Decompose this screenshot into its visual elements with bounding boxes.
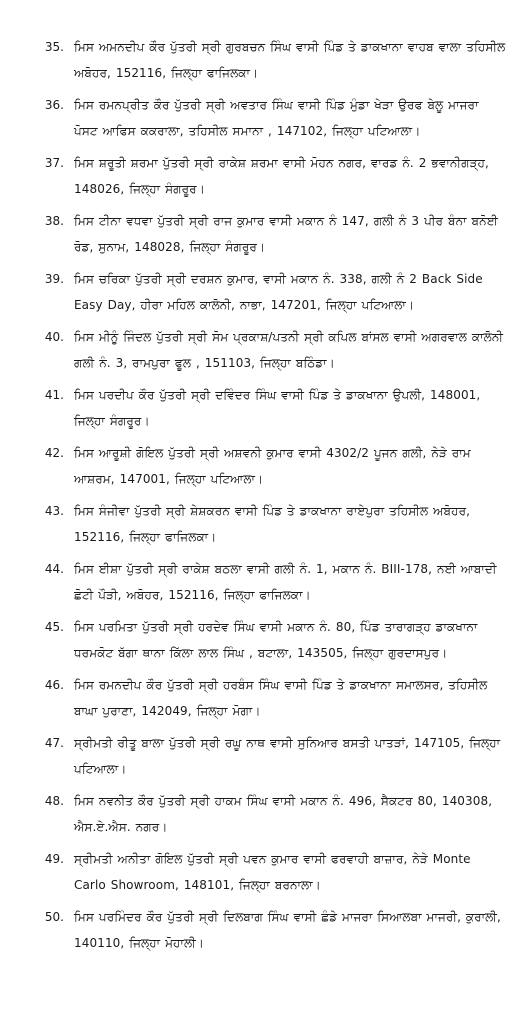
entry-number: 47. xyxy=(44,736,64,750)
entry-number: 48. xyxy=(44,794,64,808)
entry-number: 41. xyxy=(44,388,64,402)
entry-text: ਮਿਸ ਸੰਜੀਵਾ ਪੁੱਤਰੀ ਸ੍ਰੀ ਸ਼ੇਸ਼ਕਰਨ ਵਾਸੀ ਪਿੰਡ ਤੇ ਡਾਕਖਾਨਾ ਰਾਏਪੁਰਾ ਤਹਿਸੀਲ ਅਬੋਹਰ, 152116, ਜਿਲ੍ਹਾ ਫਾਜਿਲਕਾ। xyxy=(74,504,471,544)
entry-number: 43. xyxy=(44,504,64,518)
entry-text: ਮਿਸ ਆਰੂਸ਼ੀ ਗੋਇਲ ਪੁੱਤਰੀ ਸ੍ਰੀ ਅਸ਼ਵਨੀ ਕੁਮਾਰ ਵਾਸੀ 4302/2 ਪੂਜਨ ਗਲੀ, ਨੇੜੇ ਰਾਮ ਆਸ਼ਰਮ, 147001, ਜਿਲ੍ਹਾ ਪਟਿਆਲਾ। xyxy=(74,446,471,486)
entry-text: ਮਿਸ ਰਮਨਦੀਪ ਕੌਰ ਪੁੱਤਰੀ ਸ੍ਰੀ ਹਰਬੰਸ ਸਿੰਘ ਵਾਸੀ ਪਿੰਡ ਤੇ ਡਾਕਖਾਨਾ ਸਮਾਲਸਰ, ਤਹਿਸੀਲ ਬਾਘਾ ਪੁਰਾਣਾ, 142049, ਜਿਲ੍ਹਾ ਮੋਗਾ। xyxy=(74,678,488,718)
list-item xyxy=(0,672,506,724)
entry-text: ਮਿਸ ਮੀਨੂੰ ਜਿੰਦਲ ਪੁੱਤਰੀ ਸ੍ਰੀ ਸੋਮ ਪ੍ਰਕਾਸ਼/ਪਤਨੀ ਸ੍ਰੀ ਕਪਿਲ ਬਾਂਸਲ ਵਾਸੀ ਅਗਰਵਾਲ ਕਾਲੋਨੀ ਗਲੀ ਨੰ. 3, ਰਾਮਪੁਰਾ ਫੂਲ , 151103, ਜਿਲ੍ਹਾ ਬਠਿੰਡਾ। xyxy=(74,330,504,370)
list-item xyxy=(0,904,506,956)
list-item xyxy=(0,788,506,840)
entry-text: ਮਿਸ ਟੀਨਾ ਵਧਵਾ ਪੁੱਤਰੀ ਸ੍ਰੀ ਰਾਜ ਕੁਮਾਰ ਵਾਸੀ ਮਕਾਨ ਨੰ 147, ਗਲੀ ਨੰ 3 ਪੀਰ ਬੰਨਾ ਬਨੋਈ ਰੋਡ, ਸੁਨਾਮ, 148028, ਜਿਲ੍ਹਾ ਸੰਗਰੂਰ। xyxy=(74,214,498,254)
entry-number: 36. xyxy=(44,98,64,112)
list-item xyxy=(0,208,506,260)
list-item xyxy=(0,498,506,550)
list-item xyxy=(0,92,506,144)
entry-text: ਮਿਸ ਪਰਮਿੰਦਰ ਕੌਰ ਪੁੱਤਰੀ ਸ੍ਰੀ ਦਿਲਬਾਗ ਸਿੰਘ ਵਾਸੀ ਛੰਡੇ ਮਾਜਰਾ ਸਿਆਲਬਾ ਮਾਜਰੀ, ਕੁਰਾਲੀ, 140110, ਜਿਲ੍ਹਾ ਮੋਹਾਲੀ। xyxy=(74,910,501,950)
list-item xyxy=(0,440,506,492)
entry-number: 44. xyxy=(44,562,64,576)
entry-number: 42. xyxy=(44,446,64,460)
entry-number: 40. xyxy=(44,330,64,344)
entry-text: ਮਿਸ ਅਮਨਦੀਪ ਕੌਰ ਪੁੱਤਰੀ ਸ੍ਰੀ ਗੁਰਬਚਨ ਸਿੰਘ ਵਾਸੀ ਪਿੰਡ ਤੇ ਡਾਕਖਾਨਾ ਵਾਹਬ ਵਾਲਾ ਤਹਿਸੀਲ ਅਬੋਹਰ, 152116, ਜਿਲ੍ਹਾ ਫਾਜਿਲਕਾ। xyxy=(74,40,506,80)
entry-text: ਮਿਸ ਰਮਨਪ੍ਰੀਤ ਕੌਰ ਪੁੱਤਰੀ ਸ੍ਰੀ ਅਵਤਾਰ ਸਿੰਘ ਵਾਸੀ ਪਿੰਡ ਮੁੰਡਾ ਖੇੜਾ ਉਰਫ ਬੇਲੂ ਮਾਜਰਾ ਪੋਸਟ ਆਫਿਸ ਕਕਰਾਲਾ, ਤਹਿਸੀਲ ਸਮਾਨਾ , 147102, ਜਿਲ੍ਹਾ ਪਟਿਆਲਾ। xyxy=(74,98,479,138)
entry-text: ਮਿਸ ਪਰਮਿਤਾ ਪੁੱਤਰੀ ਸ੍ਰੀ ਹਰਦੇਵ ਸਿੰਘ ਵਾਸੀ ਮਕਾਨ ਨੰ. 80, ਪਿੰਡ ਤਾਰਾਗੜ੍ਹ ਡਾਕਖਾਨਾ ਧਰਮਕੋਟ ਬੱਗਾ ਥਾਨਾ ਕਿੱਲਾ ਲਾਲ ਸਿੰਘ , ਬਟਾਲਾ, 143505, ਜਿਲ੍ਹਾ ਗੁਰਦਾਸਪੁਰ। xyxy=(74,620,478,660)
entry-number: 45. xyxy=(44,620,64,634)
entry-number: 49. xyxy=(44,852,64,866)
list-item xyxy=(0,266,506,318)
entry-text: ਮਿਸ ਸ਼ਰੂਤੀ ਸ਼ਰਮਾ ਪੁੱਤਰੀ ਸ੍ਰੀ ਰਾਕੇਸ਼ ਸ਼ਰਮਾ ਵਾਸੀ ਮੋਹਨ ਨਗਰ, ਵਾਰਡ ਨੰ. 2 ਭਵਾਨੀਗੜ੍ਹ, 148026, ਜਿਲ੍ਹਾ ਸੰਗਰੂਰ। xyxy=(74,156,489,196)
entry-text: ਮਿਸ ਚਰਿਕਾ ਪੁੱਤਰੀ ਸ੍ਰੀ ਦਰਸ਼ਨ ਕੁਮਾਰ, ਵਾਸੀ ਮਕਾਨ ਨੰ. 338, ਗਲੀ ਨੰ 2 Back Side Easy Day, ਹੀਰਾ ਮਹਿਲ ਕਾਲੋਨੀ, ਨਾਭਾ, 147201, ਜਿਲ੍ਹਾ ਪਟਿਆਲਾ। xyxy=(74,272,483,312)
list-item xyxy=(0,614,506,666)
list-item xyxy=(0,324,506,376)
list-item xyxy=(0,382,506,434)
list-item xyxy=(0,556,506,608)
entry-list xyxy=(0,34,506,956)
entry-text: ਮਿਸ ਪਰਦੀਪ ਕੌਰ ਪੁੱਤਰੀ ਸ੍ਰੀ ਦਵਿੰਦਰ ਸਿੰਘ ਵਾਸੀ ਪਿੰਡ ਤੇ ਡਾਕਖਾਨਾ ਉਪਲੀ, 148001, ਜਿਲ੍ਹਾ ਸੰਗਰੂਰ। xyxy=(74,388,481,428)
entry-number: 39. xyxy=(44,272,64,286)
entry-number: 38. xyxy=(44,214,64,228)
entry-number: 37. xyxy=(44,156,64,170)
entry-text: ਸ੍ਰੀਮਤੀ ਅਨੀਤਾ ਗੋਇਲ ਪੁੱਤਰੀ ਸ੍ਰੀ ਪਵਨ ਕੁਮਾਰ ਵਾਸੀ ਫਰਵਾਹੀ ਬਾਜ਼ਾਰ, ਨੇੜੇ Monte Carlo Showroom, 148101, ਜਿਲ੍ਹਾ ਬਰਨਾਲਾ। xyxy=(74,852,471,892)
entry-text: ਮਿਸ ਨਵਨੀਤ ਕੌਰ ਪੁੱਤਰੀ ਸ੍ਰੀ ਹਾਕਮ ਸਿੰਘ ਵਾਸੀ ਮਕਾਨ ਨੰ. 496, ਸੈਕਟਰ 80, 140308, ਐਸ.ਏ.ਐਸ. ਨਗਰ। xyxy=(74,794,493,834)
entry-text: ਸ੍ਰੀਮਤੀ ਰੀਤੂ ਬਾਲਾ ਪੁੱਤਰੀ ਸ੍ਰੀ ਰਘੂ ਨਾਥ ਵਾਸੀ ਸੁਨਿਆਰ ਬਸਤੀ ਪਾਤੜਾਂ, 147105, ਜਿਲ੍ਹਾ ਪਟਿਆਲਾ। xyxy=(74,736,501,776)
entry-number: 35. xyxy=(44,40,64,54)
list-item xyxy=(0,34,506,86)
list-item xyxy=(0,730,506,782)
entry-number: 50. xyxy=(44,910,64,924)
entry-number: 46. xyxy=(44,678,64,692)
entry-text: ਮਿਸ ਈਸ਼ਾ ਪੁੱਤਰੀ ਸ੍ਰੀ ਰਾਕੇਸ਼ ਬਠਲਾ ਵਾਸੀ ਗਲੀ ਨੰ. 1, ਮਕਾਨ ਨੰ. BIII-178, ਨਈ ਆਬਾਦੀ ਛੋਟੀ ਪੌੜੀ, ਅਬੋਹਰ, 152116, ਜਿਲ੍ਹਾ ਫਾਜਿਲਕਾ। xyxy=(74,562,497,602)
list-item xyxy=(0,150,506,202)
list-item xyxy=(0,846,506,898)
